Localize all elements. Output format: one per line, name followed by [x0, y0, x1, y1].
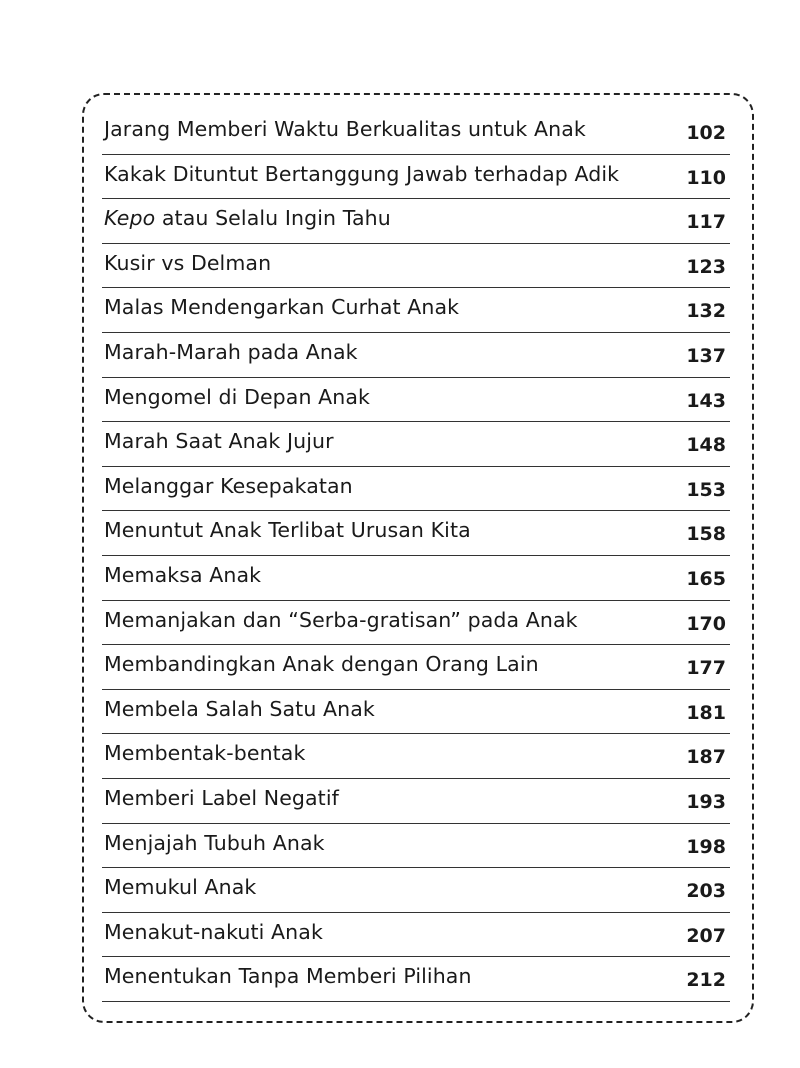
toc-entry — [102, 824, 730, 869]
toc-entry-title: Membentak-bentak — [104, 741, 306, 766]
toc-entry-title: Malas Mendengarkan Curhat Anak — [104, 295, 460, 320]
toc-entry-title: Jarang Memberi Waktu Berkualitas untuk Anak — [104, 117, 586, 141]
toc-entry-page: 153 — [686, 478, 726, 501]
toc-entry — [102, 511, 730, 556]
toc-entry — [102, 601, 730, 646]
toc-entry-page: 110 — [686, 166, 726, 189]
toc-entry — [102, 645, 730, 690]
toc-entry-title: Memberi Label Negatif — [104, 785, 339, 810]
toc-entry-page: 165 — [686, 567, 726, 590]
toc-entry — [102, 333, 730, 378]
toc-entry-page: 177 — [686, 657, 726, 680]
toc-entry-title: Memanjakan dan “Serba-gratisan” pada Anak — [104, 607, 578, 632]
toc-entry-page: 193 — [686, 790, 726, 813]
toc-entry-title: Mengomel di Depan Anak — [104, 384, 370, 409]
toc-entry-page: 212 — [686, 969, 726, 992]
toc-entry-page: 137 — [686, 344, 726, 367]
toc-entry-title: Menakut-nakuti Anak — [104, 919, 323, 944]
toc-entry-page: 143 — [686, 389, 726, 412]
toc-entry — [102, 110, 730, 155]
toc-entry-page: 203 — [686, 880, 726, 903]
toc-entry-page: 198 — [686, 835, 726, 858]
toc-entry-page: 158 — [686, 523, 726, 546]
toc-entry-page: 207 — [686, 924, 726, 947]
toc-entry-title: Marah Saat Anak Jujur — [104, 429, 334, 454]
toc-entry — [102, 378, 730, 423]
toc-entry-title: Membela Salah Satu Anak — [104, 696, 375, 721]
toc-entry — [102, 288, 730, 333]
toc-entry-title-italic: Kepo — [104, 206, 156, 231]
toc-entry-page: 170 — [686, 612, 726, 635]
toc-entry-title: Memaksa Anak — [104, 562, 262, 587]
toc-entry-title: Memukul Anak — [104, 875, 257, 900]
toc-entry — [102, 422, 730, 467]
toc-entry-page: 123 — [686, 255, 726, 278]
toc-entry-page: 181 — [686, 701, 726, 724]
toc-entry-title: Marah-Marah pada Anak — [104, 339, 358, 364]
toc-entry-page: 102 — [686, 122, 726, 144]
toc-entry — [102, 155, 730, 200]
toc-entry — [102, 556, 730, 601]
toc-entry — [102, 199, 730, 244]
table-of-contents — [102, 110, 730, 1002]
toc-entry — [102, 734, 730, 779]
toc-entry-page: 148 — [686, 434, 726, 457]
toc-entry — [102, 957, 730, 1002]
toc-entry-page: 132 — [686, 300, 726, 323]
toc-entry-page: 187 — [686, 746, 726, 769]
toc-entry — [102, 868, 730, 913]
toc-entry-title — [104, 206, 391, 230]
toc-entry-title-rest: atau Selalu Ingin Tahu — [155, 206, 391, 231]
toc-entry-title: Kusir vs Delman — [104, 250, 272, 275]
toc-entry-page: 117 — [686, 211, 726, 234]
toc-entry — [102, 913, 730, 958]
toc-entry-title: Menjajah Tubuh Anak — [104, 830, 325, 855]
toc-entry-title: Membandingkan Anak dengan Orang Lain — [104, 652, 539, 677]
toc-entry — [102, 467, 730, 512]
toc-entry-title: Kakak Dituntut Bertanggung Jawab terhadap Adik — [104, 161, 620, 186]
toc-entry — [102, 690, 730, 735]
toc-entry-title: Melanggar Kesepakatan — [104, 473, 353, 498]
toc-entry — [102, 779, 730, 824]
toc-entry-title: Menuntut Anak Terlibat Urusan Kita — [104, 518, 471, 543]
toc-entry-title: Menentukan Tanpa Memberi Pilihan — [104, 964, 472, 989]
toc-entry — [102, 244, 730, 289]
